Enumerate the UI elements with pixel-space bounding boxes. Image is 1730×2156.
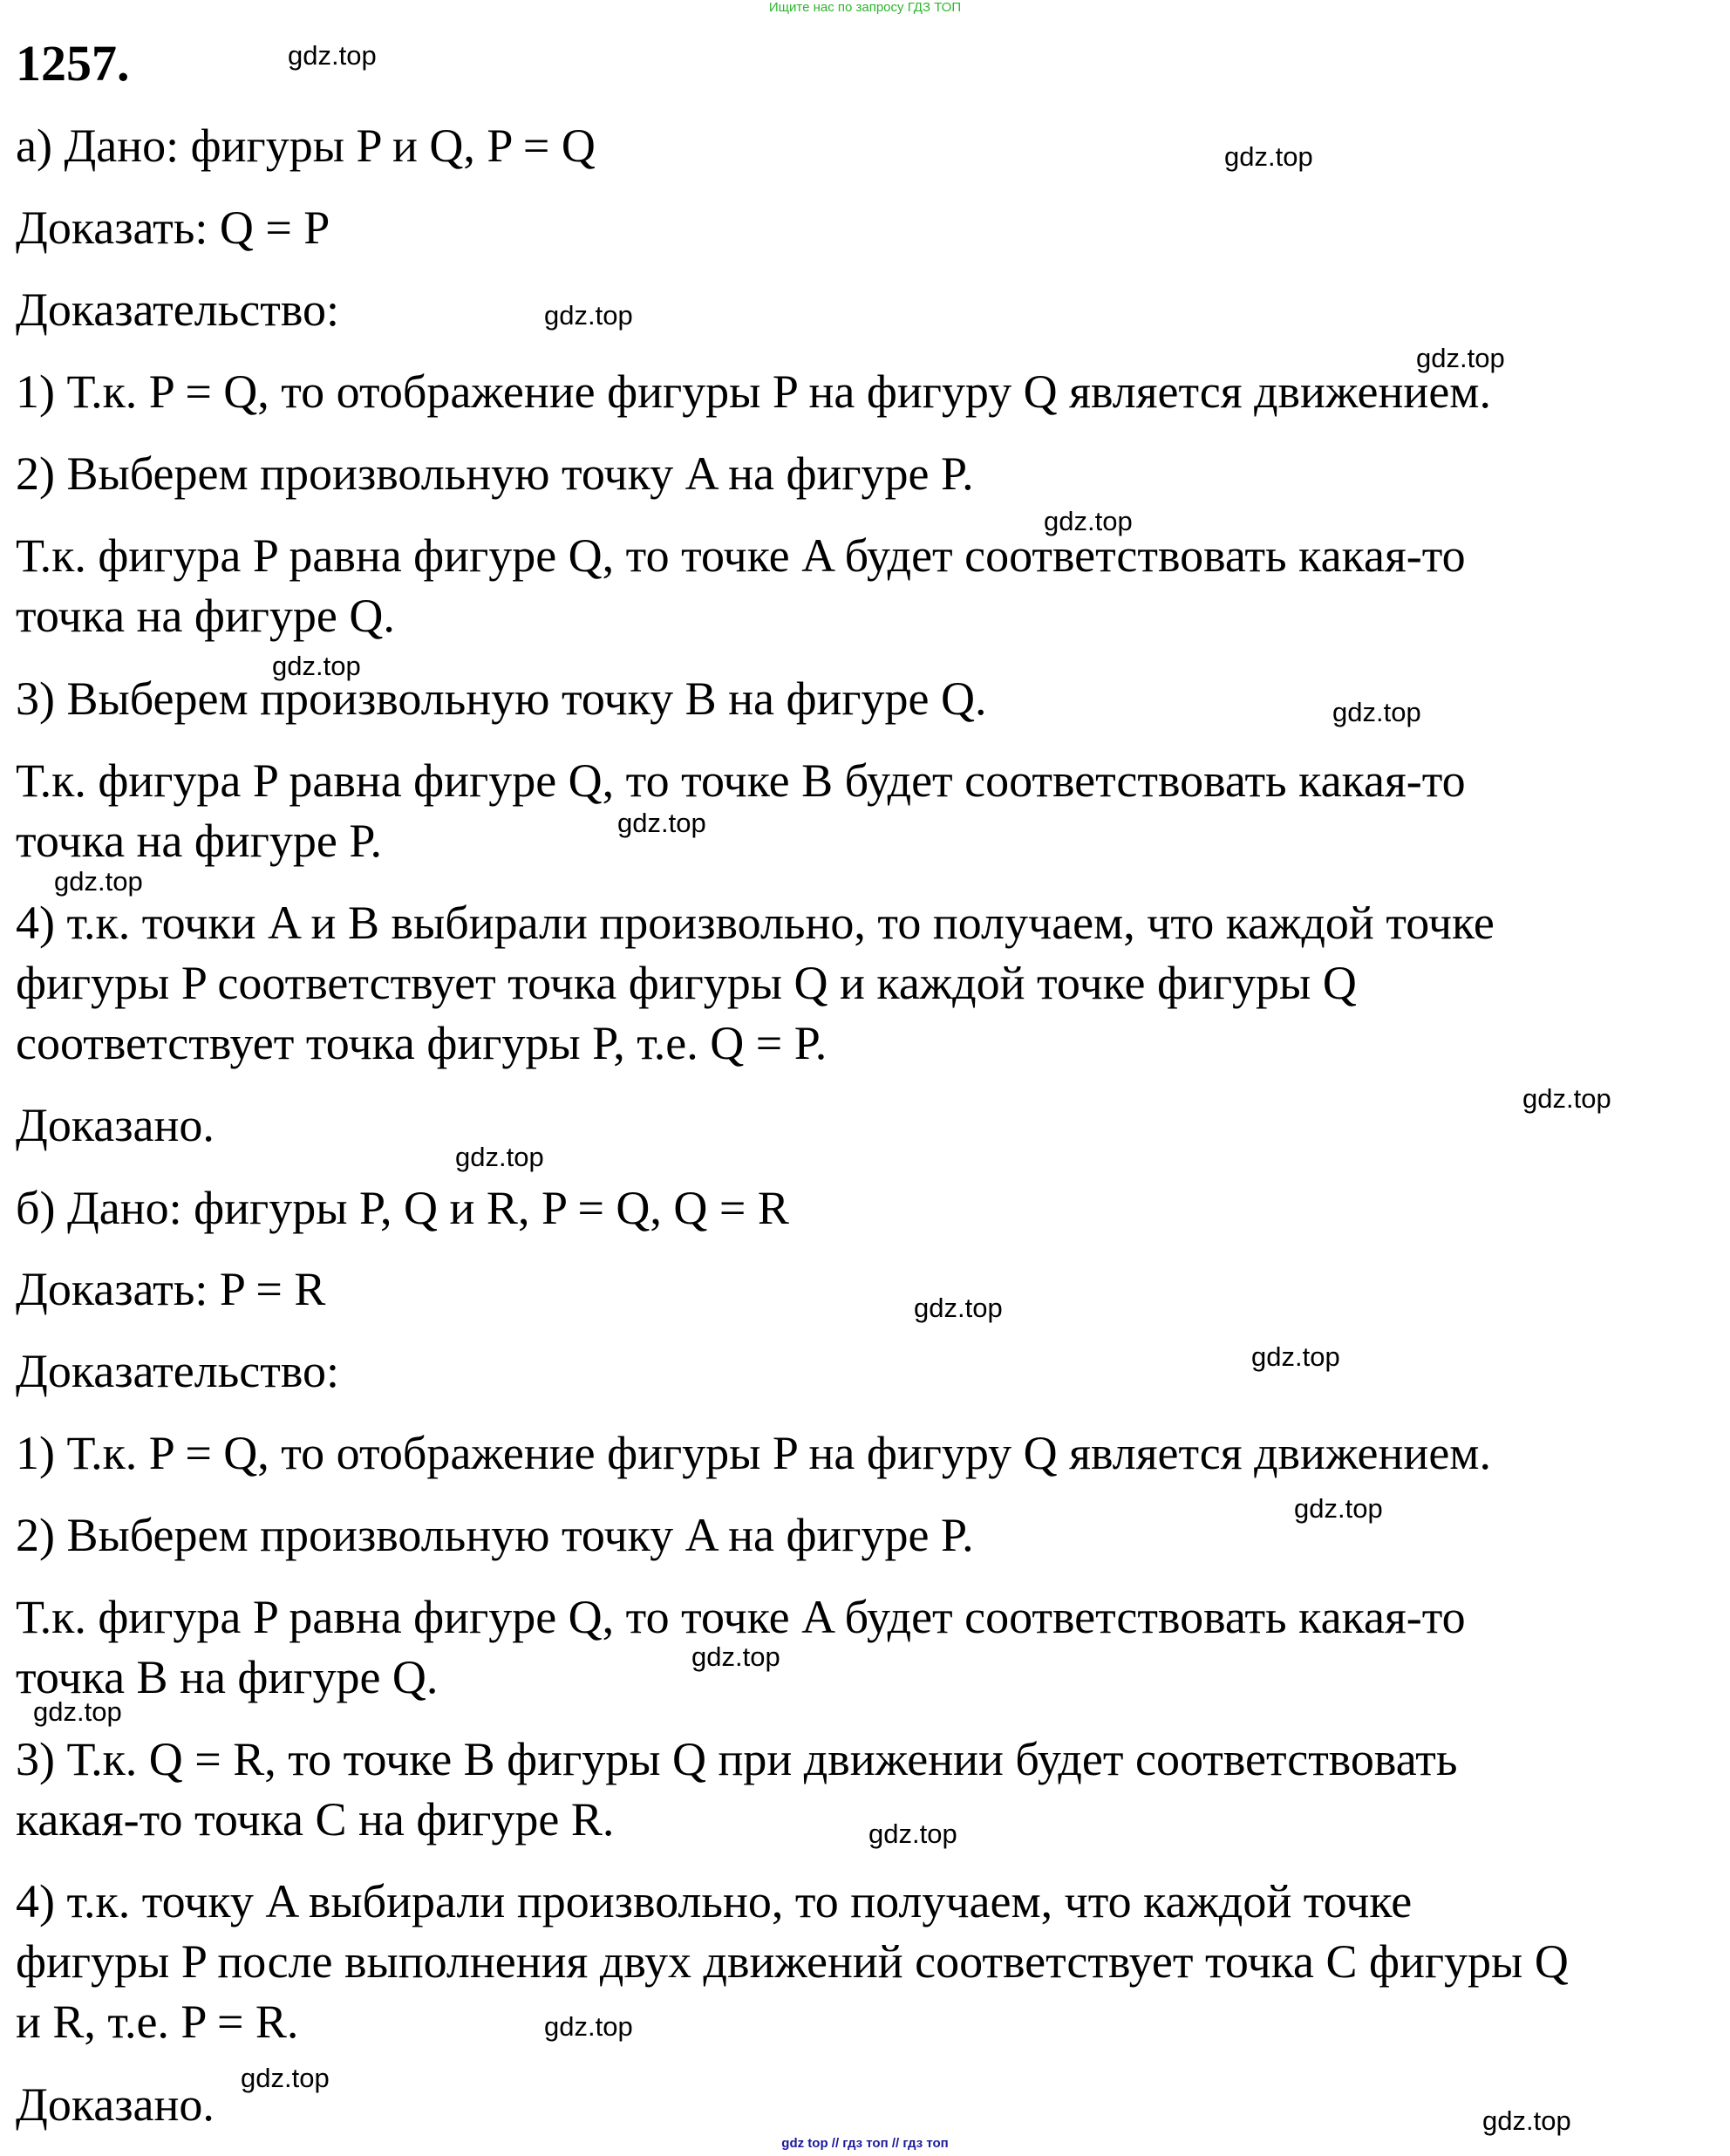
proven-a: Доказано. bbox=[16, 1099, 215, 1151]
step-b-3-line2: какая-то точка C на фигуре R. bbox=[16, 1793, 615, 1846]
proven-b: Доказано. bbox=[16, 2078, 215, 2131]
watermark: gdz.top bbox=[544, 2011, 633, 2042]
watermark: gdz.top bbox=[1294, 1493, 1383, 1524]
footer-links: gdz top // гдз топ // гдз топ bbox=[781, 2136, 949, 2151]
step-b-4-line1: 4) т.к. точку A выбирали произвольно, то получаем, что каждой точке bbox=[16, 1875, 1413, 1927]
given-a: а) Дано: фигуры P и Q, P = Q bbox=[16, 119, 596, 172]
prove-a: Доказать: Q = P bbox=[16, 201, 330, 254]
watermark: gdz.top bbox=[288, 40, 377, 71]
given-b: б) Дано: фигуры P, Q и R, P = Q, Q = R bbox=[16, 1182, 789, 1234]
step-a-1: 1) Т.к. P = Q, то отображение фигуры P на фигуру Q является движением. bbox=[16, 365, 1491, 418]
top-banner: Ищите нас по запросу ГДЗ ТОП bbox=[768, 0, 962, 15]
watermark: gdz.top bbox=[691, 1641, 780, 1672]
step-b-4-line2: фигуры P после выполнения двух движений соответствует точка C фигуры Q bbox=[16, 1935, 1569, 1988]
watermark: gdz.top bbox=[914, 1293, 1003, 1323]
step-b-3-line1: 3) Т.к. Q = R, то точке B фигуры Q при движении будет соответствовать bbox=[16, 1733, 1458, 1785]
watermark: gdz.top bbox=[1482, 2105, 1571, 2136]
step-a-3-note-line2: точка на фигуре P. bbox=[16, 815, 382, 867]
watermark: gdz.top bbox=[241, 2063, 330, 2093]
watermark: gdz.top bbox=[1044, 506, 1133, 536]
watermark: gdz.top bbox=[1224, 141, 1313, 172]
step-b-2: 2) Выберем произвольную точку A на фигуре P. bbox=[16, 1509, 974, 1561]
step-a-2-note-line2: точка на фигуре Q. bbox=[16, 590, 395, 642]
task-number: 1257. bbox=[16, 35, 130, 92]
step-a-4-line2: фигуры P соответствует точка фигуры Q и каждой точке фигуры Q bbox=[16, 957, 1357, 1009]
step-a-4-line1: 4) т.к. точки A и B выбирали произвольно, то получаем, что каждой точке bbox=[16, 897, 1495, 949]
watermark: gdz.top bbox=[1251, 1341, 1340, 1372]
watermark: gdz.top bbox=[868, 1818, 957, 1849]
watermark: gdz.top bbox=[272, 651, 361, 681]
step-b-1: 1) Т.к. P = Q, то отображение фигуры P на фигуру Q является движением. bbox=[16, 1427, 1491, 1479]
step-a-3: 3) Выберем произвольную точку B на фигуре Q. bbox=[16, 672, 987, 725]
step-b-4-line3: и R, т.е. P = R. bbox=[16, 1996, 299, 2048]
step-a-4-line3: соответствует точка фигуры P, т.е. Q = P. bbox=[16, 1017, 828, 1069]
proof-heading-b: Доказательство: bbox=[16, 1345, 339, 1397]
step-b-2-note-line1: Т.к. фигура P равна фигуре Q, то точке A будет соответствовать какая-то bbox=[16, 1591, 1466, 1643]
watermark: gdz.top bbox=[617, 808, 706, 838]
watermark: gdz.top bbox=[1522, 1083, 1611, 1114]
watermark: gdz.top bbox=[1332, 697, 1421, 727]
watermark: gdz.top bbox=[544, 300, 633, 331]
watermark: gdz.top bbox=[33, 1696, 122, 1727]
step-a-3-note-line1: Т.к. фигура P равна фигуре Q, то точке B будет соответствовать какая-то bbox=[16, 754, 1466, 807]
step-b-2-note-line2: точка B на фигуре Q. bbox=[16, 1651, 439, 1703]
watermark: gdz.top bbox=[455, 1142, 544, 1172]
watermark: gdz.top bbox=[54, 866, 143, 897]
proof-heading-a: Доказательство: bbox=[16, 283, 339, 336]
prove-b: Доказать: P = R bbox=[16, 1263, 326, 1315]
step-a-2: 2) Выберем произвольную точку A на фигуре P. bbox=[16, 447, 974, 500]
watermark: gdz.top bbox=[1416, 343, 1505, 373]
step-a-2-note-line1: Т.к. фигура P равна фигуре Q, то точке A будет соответствовать какая-то bbox=[16, 529, 1466, 582]
